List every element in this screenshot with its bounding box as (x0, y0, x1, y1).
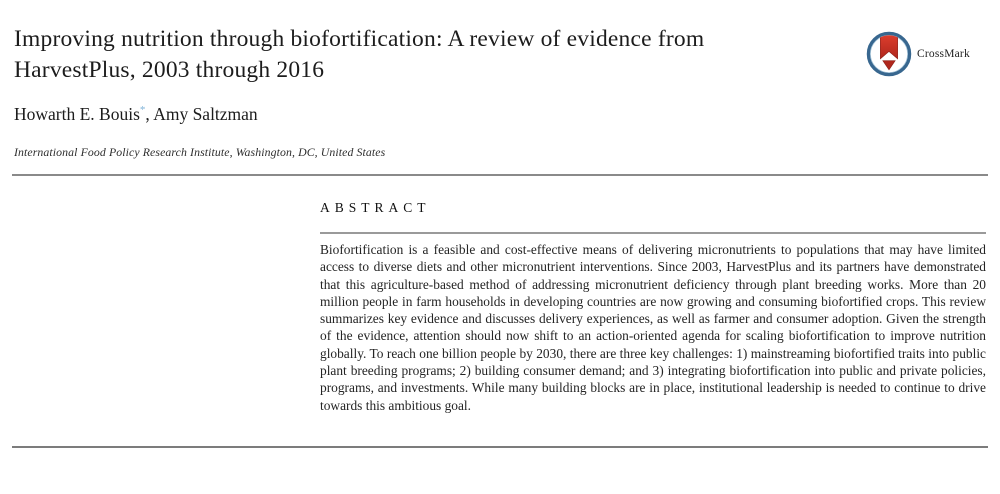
footer-divider-rule (12, 446, 988, 448)
corresponding-author-footnote-link[interactable]: * (139, 104, 146, 117)
crossmark-logo-icon (866, 31, 912, 77)
crossmark-badge[interactable] (866, 31, 970, 77)
abstract-heading: ABSTRACT (320, 200, 431, 215)
author-name-1: Howarth E. Bouis (14, 104, 140, 124)
abstract-section (320, 196, 986, 441)
crossmark-label: CrossMark (917, 48, 970, 60)
header-divider-rule (12, 174, 988, 176)
authors-line (14, 104, 258, 125)
abstract-heading-rule (320, 232, 986, 234)
affiliation: International Food Policy Research Institute, Washington, DC, United States (14, 145, 386, 159)
article-title-line-2: HarvestPlus, 2003 through 2016 (14, 57, 325, 83)
article-title (14, 24, 854, 86)
abstract-text: Biofortification is a feasible and cost-effective means of delivering micronutrients to populations that may have limited access to diverse diets and other micronutrient interventions. Since 2003, HarvestPlus and its partners have demonstrated that this agriculture-based method of addressing micronutrient deficiency through plant breeding works. More than 20 million people in farm households in developing countries are now growing and consuming biofortified crops. This review summarizes key evidence and discusses delivery experiences, as well as farmer and consumer adoption. Given the strength of the evidence, attention should now shift to an action-oriented agenda for scaling biofortification to improve nutrition globally. To reach one billion people by 2030, there are three key challenges: 1) mainstreaming biofortified traits into public plant breeding programs; 2) building consumer demand; and 3) integrating biofortification into public and private policies, programs, and investments. While many building blocks are in place, institutional leadership is needed to continue to drive towards this ambitious goal. (320, 242, 986, 413)
author-name-2: , Amy Saltzman (145, 104, 258, 124)
article-title-line-1: Improving nutrition through biofortification: A review of evidence from (14, 26, 705, 52)
